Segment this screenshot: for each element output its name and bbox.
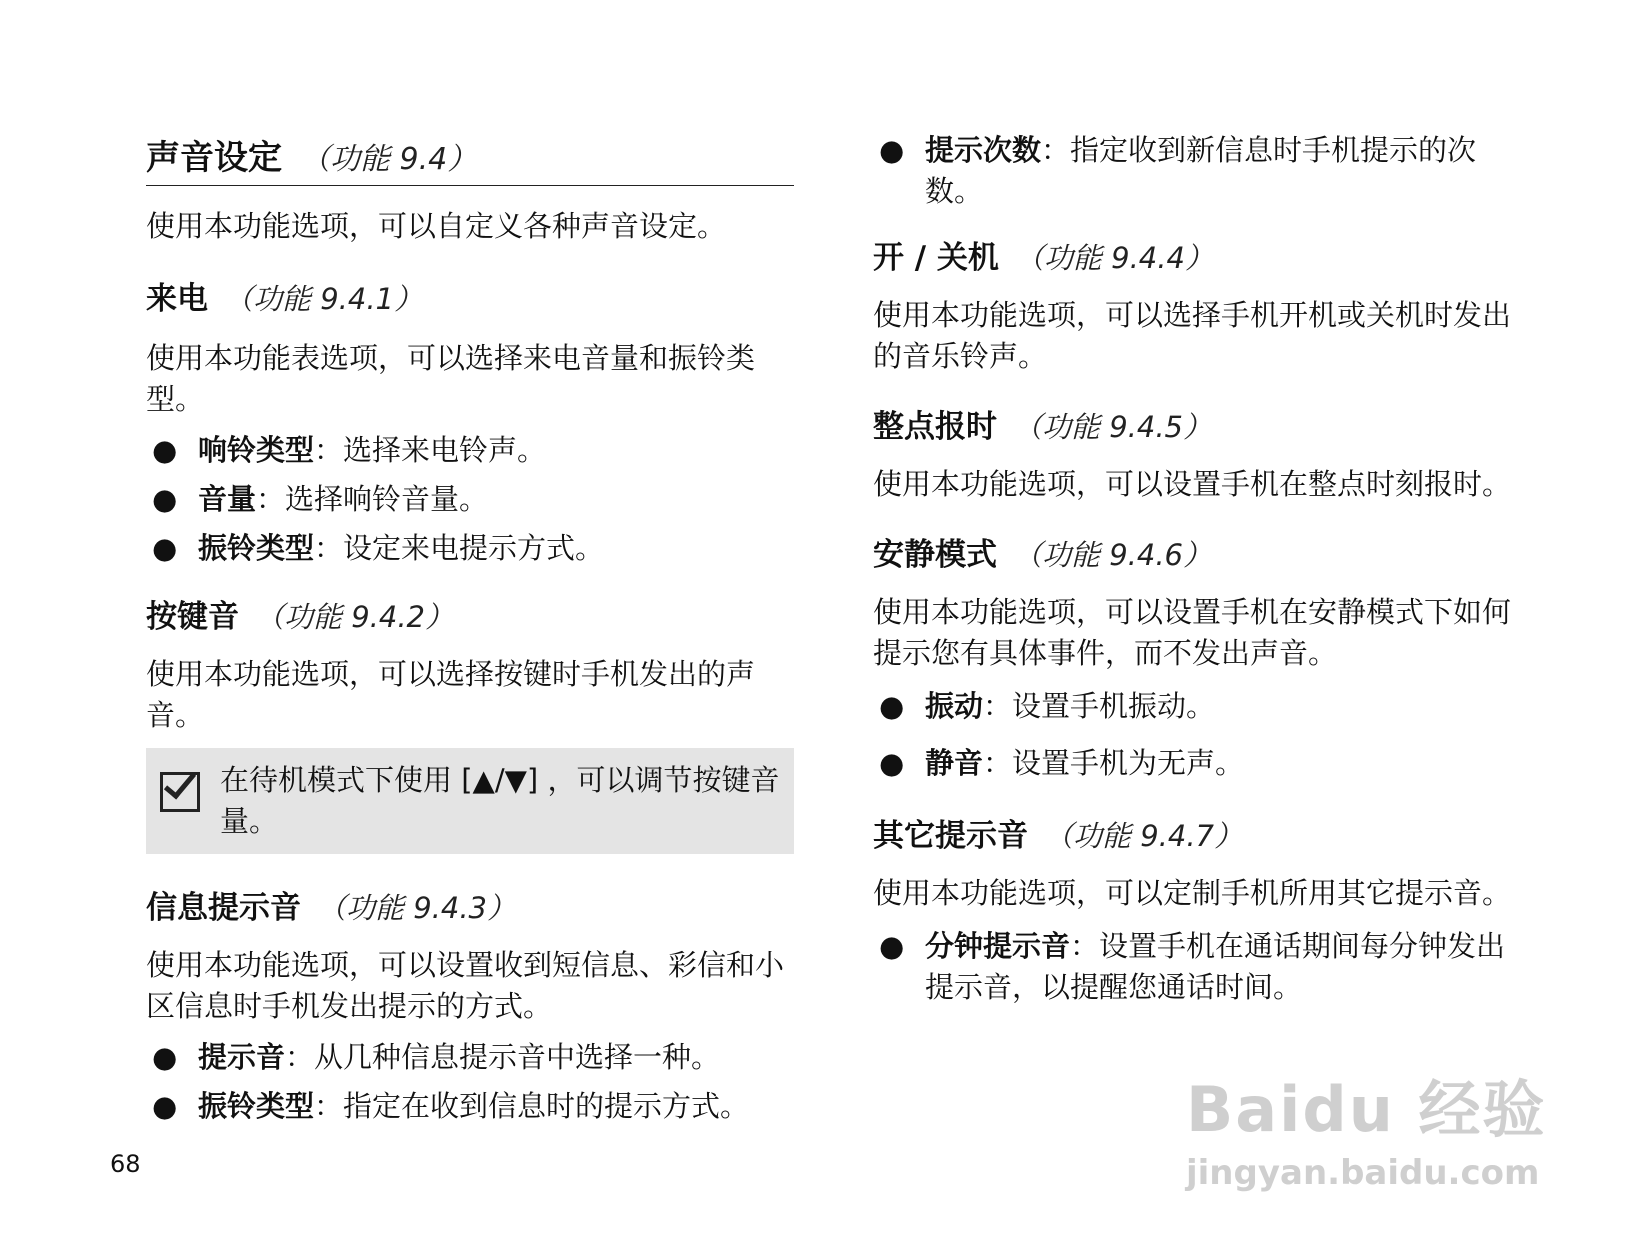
hourly-chime-heading xyxy=(873,401,1513,446)
key-tone-heading xyxy=(146,591,794,636)
right-column xyxy=(873,130,1513,1008)
left-column xyxy=(146,130,794,1127)
list-item-text: ：设置手机在通话期间每分钟发出提示音，以提醒您通话时间。 xyxy=(925,929,1506,1004)
key-tone-description: 使用本功能选项，可以选择按键时手机发出的声音。 xyxy=(146,657,756,732)
message-count-option xyxy=(873,130,1513,212)
other-tones-heading-text: 其它提示音 xyxy=(873,818,1028,854)
bullet-icon: ● xyxy=(152,1089,178,1123)
other-tones-options xyxy=(873,926,1513,1008)
quiet-mode-heading xyxy=(873,529,1513,574)
page-number: 68 xyxy=(110,1150,141,1178)
list-item-text: ：指定在收到信息时的提示方式。 xyxy=(314,1089,750,1123)
list-item-term: 振铃类型 xyxy=(198,1089,315,1123)
list-item xyxy=(146,479,794,520)
tip-note-text: 在待机模式下使用 [▲/▼] ，可以调节按键音量。 xyxy=(220,763,780,838)
list-item-term: 静音 xyxy=(925,746,984,780)
incoming-call-options xyxy=(146,430,794,569)
list-item xyxy=(873,686,1513,727)
message-tone-options xyxy=(146,1037,794,1127)
bullet-icon: ● xyxy=(879,929,905,963)
message-tone-description: 使用本功能选项，可以设置收到短信息、彩信和小区信息时手机发出提示的方式。 xyxy=(146,948,785,1023)
list-item xyxy=(146,1037,794,1078)
other-tones-description: 使用本功能选项，可以定制手机所用其它提示音。 xyxy=(873,876,1512,910)
list-item xyxy=(873,743,1513,784)
watermark-url: jingyan.baidu.com xyxy=(1186,1153,1540,1193)
incoming-call-description: 使用本功能表选项，可以选择来电音量和振铃类型。 xyxy=(146,341,756,416)
incoming-call-heading-text: 来电 xyxy=(146,281,208,317)
list-item xyxy=(146,430,794,471)
incoming-call-function-number: （功能 9.4.1） xyxy=(224,282,424,316)
quiet-mode-heading-text: 安静模式 xyxy=(873,537,997,573)
power-tone-description: 使用本功能选项，可以选择手机开机或关机时发出的音乐铃声。 xyxy=(873,298,1512,373)
quiet-mode-function-number: （功能 9.4.6） xyxy=(1013,538,1213,572)
message-tone-function-number: （功能 9.4.3） xyxy=(317,891,517,925)
list-item xyxy=(146,528,794,569)
list-item-term: 振铃类型 xyxy=(198,531,315,565)
hourly-chime-function-number: （功能 9.4.5） xyxy=(1013,410,1213,444)
list-item-term: 音量 xyxy=(198,482,257,516)
watermark-logo-text: Baidu 经验 xyxy=(1186,1073,1547,1146)
hourly-chime-description: 使用本功能选项，可以设置手机在整点时刻报时。 xyxy=(873,467,1512,501)
baidu-watermark xyxy=(1186,1060,1546,1193)
list-item-text: ：选择来电铃声。 xyxy=(314,433,547,467)
list-item-text: ：指定收到新信息时手机提示的次数。 xyxy=(925,133,1477,208)
bullet-icon: ● xyxy=(152,482,178,516)
power-tone-function-number: （功能 9.4.4） xyxy=(1014,241,1214,275)
power-tone-heading xyxy=(873,232,1513,277)
message-tone-heading-text: 信息提示音 xyxy=(146,890,301,926)
list-item-term: 提示音 xyxy=(198,1040,286,1074)
section-function-number: （功能 9.4） xyxy=(300,142,478,177)
key-tone-function-number: （功能 9.4.2） xyxy=(255,600,455,634)
list-item-text: ：设置手机振动。 xyxy=(983,689,1216,723)
bullet-icon: ● xyxy=(152,1040,178,1074)
power-tone-heading-text: 开 / 关机 xyxy=(873,240,999,276)
incoming-call-heading xyxy=(146,273,794,318)
bullet-icon: ● xyxy=(879,746,905,780)
list-item-term: 振动 xyxy=(925,689,984,723)
list-item xyxy=(146,1086,794,1127)
quiet-mode-description: 使用本功能选项，可以设置手机在安静模式下如何提示您有具体事件，而不发出声音。 xyxy=(873,595,1512,670)
section-title-text: 声音设定 xyxy=(146,138,282,178)
message-tone-heading xyxy=(146,882,794,927)
other-tones-function-number: （功能 9.4.7） xyxy=(1044,819,1244,853)
tip-note xyxy=(146,748,794,854)
list-item-text: ：设定来电提示方式。 xyxy=(314,531,605,565)
list-item-text: ：设置手机为无声。 xyxy=(983,746,1245,780)
list-item-text: ：从几种信息提示音中选择一种。 xyxy=(285,1040,721,1074)
bullet-icon: ● xyxy=(152,531,178,565)
hourly-chime-heading-text: 整点报时 xyxy=(873,409,997,445)
bullet-icon: ● xyxy=(879,689,905,723)
list-item-term: 提示次数 xyxy=(925,133,1042,167)
list-item-term: 响铃类型 xyxy=(198,433,315,467)
bullet-icon: ● xyxy=(152,433,178,467)
bullet-icon: ● xyxy=(879,133,905,167)
section-intro: 使用本功能选项，可以自定义各种声音设定。 xyxy=(146,209,727,243)
key-tone-heading-text: 按键音 xyxy=(146,599,239,635)
quiet-mode-options xyxy=(873,686,1513,784)
other-tones-heading xyxy=(873,810,1513,855)
list-item xyxy=(873,130,1513,212)
list-item-text: ：选择响铃音量。 xyxy=(256,482,489,516)
section-title xyxy=(146,130,794,186)
list-item-term: 分钟提示音 xyxy=(925,929,1071,963)
list-item xyxy=(873,926,1513,1008)
checkbox-tip-icon xyxy=(160,772,200,812)
